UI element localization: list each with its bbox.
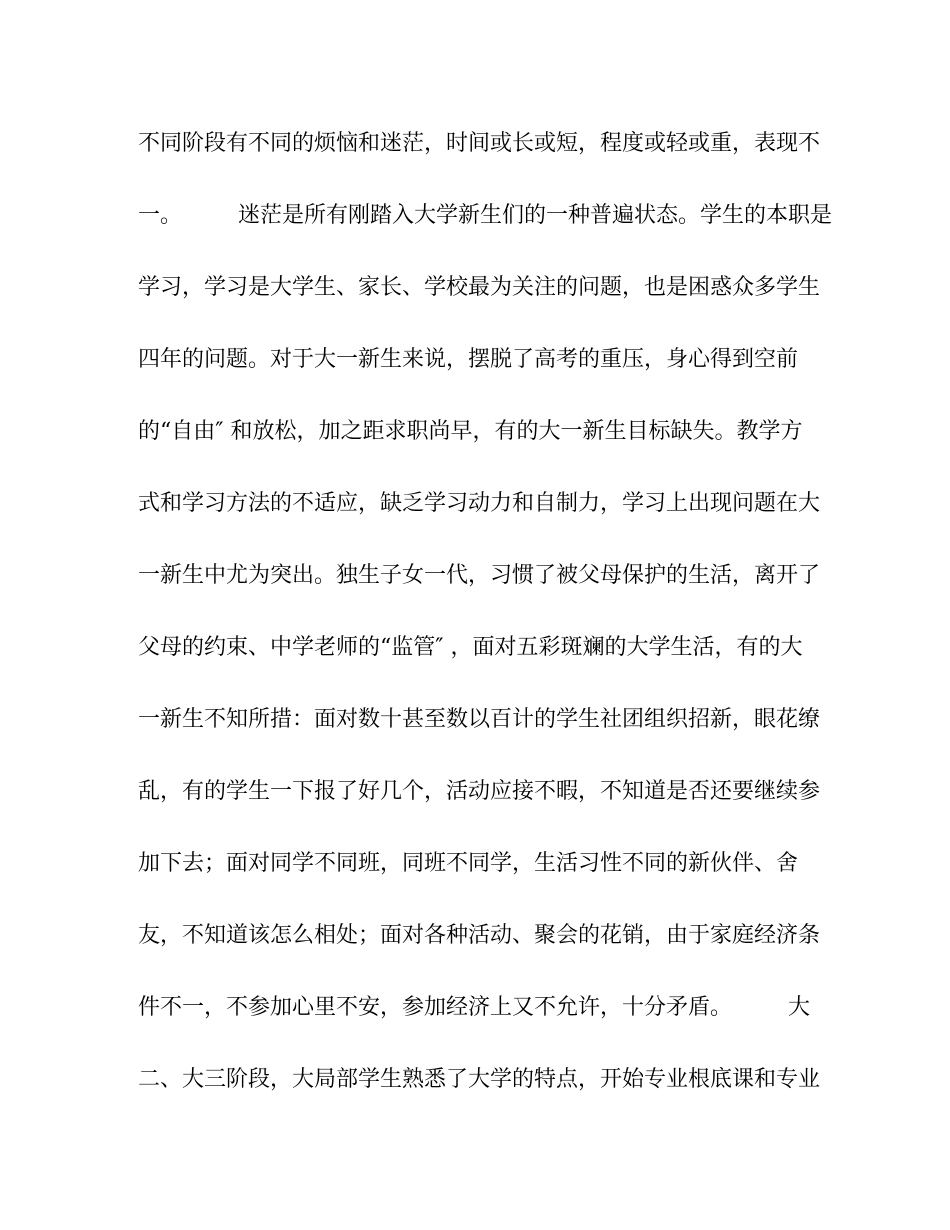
text-line: 一。 迷茫是所有刚踏入大学新生们的一种普遍状态。学生的本职是 [138, 203, 832, 228]
text-line: 件不一，不参加心里不安，参加经济上又不允许，十分矛盾。 大 [138, 995, 810, 1020]
text-line: 式和学习方法的不适应，缺乏学习动力和自制力，学习上出现问题在大 [138, 491, 821, 516]
text-line: 四年的问题。对于大一新生来说，摆脱了高考的重压，身心得到空前 [138, 347, 799, 372]
text-line: 一新生中尤为突出。独生子女一代，习惯了被父母保护的生活，离开了 [138, 563, 821, 588]
text-line: 父母的约束、中学老师的“监管″ ，面对五彩斑斓的大学生活，有的大 [138, 635, 803, 660]
text-line: 加下去；面对同学不同班，同班不同学，生活习性不同的新伙伴、舍 [138, 851, 799, 876]
text-line: 的“自由″ 和放松，加之距求职尚早，有的大一新生目标缺失。教学方 [138, 419, 803, 444]
text-line: 二、大三阶段，大局部学生熟悉了大学的特点，开始专业根底课和专业 [138, 1067, 821, 1092]
text-line: 友，不知道该怎么相处；面对各种活动、聚会的花销，由于家庭经济条 [138, 923, 821, 948]
text-line: 不同阶段有不同的烦恼和迷茫，时间或长或短，程度或轻或重，表现不 [138, 131, 821, 156]
text-line: 一新生不知所措：面对数十甚至数以百计的学生社团组织招新，眼花缭 [138, 707, 821, 732]
text-line: 学习，学习是大学生、家长、学校最为关注的问题，也是困惑众多学生 [138, 275, 821, 300]
text-line: 乱，有的学生一下报了好几个，活动应接不暇，不知道是否还要继续参 [138, 779, 821, 804]
